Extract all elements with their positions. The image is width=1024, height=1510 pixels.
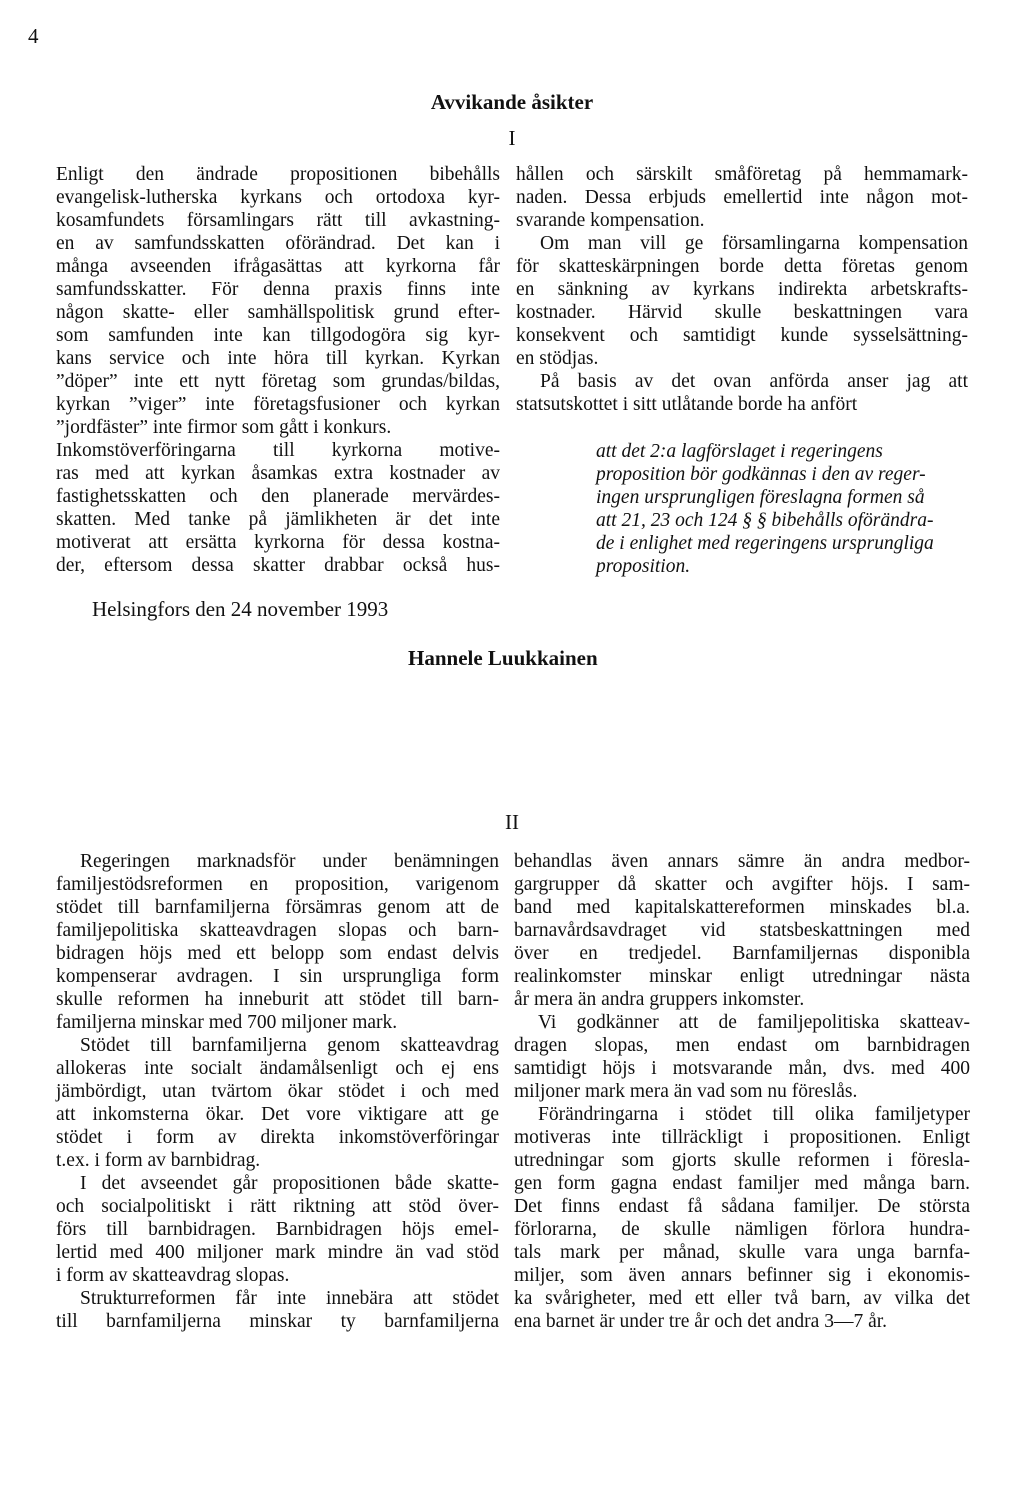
- text-line: der, eftersom dessa skatter drabbar också hus-: [56, 555, 500, 576]
- proposal-line: proposition.: [596, 556, 691, 577]
- part1-right-column: [516, 163, 968, 416]
- text-line: motiveras inte tillräckligt i propositionen. Enligt: [514, 1127, 970, 1148]
- text-line: kostnader. Härvid skulle beskattningen vara: [516, 302, 968, 323]
- text-line: fastighetsskatten och den planerade mervärdes-: [56, 486, 500, 507]
- text-line: någon skatte- eller samhällspolitisk grund efter-: [56, 302, 500, 323]
- text-line: kompenserar avdragen. I sin ursprungliga form: [56, 966, 499, 987]
- text-line: tals mark per månad, skulle vara unga barnfa-: [514, 1242, 970, 1263]
- text-line: allokeras inte socialt ändamålsenligt och ej ens: [56, 1058, 499, 1079]
- text-line: för skatteskärpningen borde detta företas genom: [516, 256, 968, 277]
- text-line: kosamfundets församlingars rätt till avkastning-: [56, 210, 500, 231]
- text-line: familjestödsreformen en proposition, varigenom: [56, 874, 499, 895]
- text-line: Strukturreformen får inte innebära att stödet: [80, 1288, 499, 1309]
- text-line: kans service och inte höra till kyrkan. Kyrkan: [56, 348, 500, 369]
- text-line: Om man vill ge församlingarna kompensation: [540, 233, 968, 254]
- section-title: Avvikande åsikter: [430, 90, 594, 114]
- text-line: och socialpolitiskt i rätt riktning att stöd över-: [56, 1196, 499, 1217]
- text-line: statsutskottet i sitt utlåtande borde ha anfört: [516, 394, 858, 415]
- text-line: konsekvent och samtidigt kunde sysselsättning-: [516, 325, 968, 346]
- text-line: gen form gagna endast familjer med många barn.: [514, 1173, 970, 1194]
- text-line: ena barnet är under tre år och det andra 3—7 år.: [514, 1311, 888, 1332]
- text-line: Stödet till barnfamiljerna genom skatteavdrag: [80, 1035, 499, 1056]
- part2-left-column: [56, 850, 499, 1333]
- signature: Hannele Luukkainen: [408, 646, 598, 670]
- text-line: bidragen höjs med ett belopp som endast delvis: [56, 943, 499, 964]
- text-line: t.ex. i form av barnbidrag.: [56, 1150, 261, 1171]
- text-line: miljer, som även annars befinner sig i ekonomis-: [514, 1265, 970, 1286]
- proposal-line: ingen ursprungligen föreslagna formen så: [596, 487, 925, 508]
- text-line: samtidigt höjs i motsvarande mån, dvs. med 400: [514, 1058, 970, 1079]
- text-line: en stödjas.: [516, 348, 599, 369]
- part-numeral: II: [505, 810, 519, 834]
- text-line: evangelisk-lutherska kyrkans och ortodoxa kyr-: [56, 187, 500, 208]
- text-line: Enligt den ändrade propositionen bibehålls: [56, 164, 500, 185]
- text-line: ka svårigheter, med ett eller två barn, av vilka det: [514, 1288, 970, 1309]
- text-line: ”jordfäster” inte firmor som gått i konkurs.: [56, 417, 392, 438]
- text-line: familjepolitiska skatteavdragen slopas och barn-: [56, 920, 499, 941]
- text-line: ”döper” inte ett nytt företag som grundas/bildas,: [56, 371, 500, 392]
- text-line: till barnfamiljerna minskar ty barnfamiljerna: [56, 1311, 499, 1332]
- text-line: många avseenden ifrågasättas att kyrkorna får: [56, 256, 500, 277]
- text-line: skatten. Med tanke på jämlikheten är det inte: [56, 509, 500, 530]
- text-line: motiverat att ersätta kyrkorna för dessa kostna-: [56, 532, 500, 553]
- text-line: förlorarna, de skulle nämligen förlora hundra-: [514, 1219, 970, 1240]
- text-line: realinkomster minskar enligt utredningar nästa: [514, 966, 970, 987]
- text-line: Inkomstöverföringarna till kyrkorna motive-: [56, 440, 500, 461]
- place-date: Helsingfors den 24 november 1993: [92, 597, 389, 621]
- text-line: miljoner mark mera än vad som nu föreslås.: [514, 1081, 858, 1102]
- text-line: i form av skatteavdrag slopas.: [56, 1265, 290, 1286]
- text-line: lertid med 400 miljoner mark mindre än vad stöd: [56, 1242, 499, 1263]
- text-line: förs till barnbidragen. Barnbidragen höjs emel-: [56, 1219, 499, 1240]
- text-line: barnavårdsavdraget vid statsbeskattningen med: [514, 920, 970, 941]
- text-line: Förändringarna i stödet till olika familjetyper: [538, 1104, 970, 1125]
- text-line: svarande kompensation.: [516, 210, 705, 231]
- text-line: dragen slopas, men endast om barnbidragen: [514, 1035, 970, 1056]
- proposal-text: [596, 440, 976, 578]
- text-line: över en tredjedel. Barnfamiljernas disponibla: [514, 943, 970, 964]
- page-number: 4: [28, 24, 39, 48]
- text-line: hållen och särskilt småföretag på hemmamark-: [516, 164, 968, 185]
- text-line: band med kapitalskattereformen minskades bl.a.: [514, 897, 970, 918]
- text-line: stödet i form av direkta inkomstöverföringar: [56, 1127, 499, 1148]
- proposal-line: att 21, 23 och 124 § § bibehålls oförändra-: [596, 510, 934, 531]
- text-line: skulle reformen ha inneburit att stödet till barn-: [56, 989, 499, 1010]
- text-line: behandlas även annars sämre än andra medbor-: [514, 851, 970, 872]
- text-line: ras med att kyrkan åsamkas extra kostnader av: [56, 463, 500, 484]
- text-line: utredningar som gjorts skulle reformen i föresla-: [514, 1150, 970, 1171]
- text-line: stödet till barnfamiljerna försämras genom att de: [56, 897, 499, 918]
- text-line: en sänkning av kyrkans indirekta arbetskrafts-: [516, 279, 968, 300]
- text-line: samfundsskatter. För denna praxis finns inte: [56, 279, 500, 300]
- text-line: Vi godkänner att de familjepolitiska skatteav-: [538, 1012, 970, 1033]
- text-line: att inkomsterna ökar. Det vore viktigare att ge: [56, 1104, 499, 1125]
- text-line: jämbördigt, utan tvärtom ökar stödet i och med: [56, 1081, 499, 1102]
- text-line: gargrupper då skatter och avgifter höjs. I sam-: [514, 874, 970, 895]
- text-line: Det finns endast få sådana familjer. De största: [514, 1196, 970, 1217]
- text-line: kyrkan ”viger” inte företagsfusioner och kyrkan: [56, 394, 500, 415]
- text-line: år mera än andra gruppers inkomster.: [514, 989, 805, 1010]
- part1-left-column: [56, 163, 500, 577]
- text-line: familjerna minskar med 700 miljoner mark.: [56, 1012, 398, 1033]
- text-line: På basis av det ovan anförda anser jag att: [540, 371, 968, 392]
- text-line: som samfunden inte kan tillgodogöra sig kyr-: [56, 325, 500, 346]
- part2-right-column: [514, 850, 970, 1333]
- proposal-line: proposition bör godkännas i den av reger-: [596, 464, 926, 485]
- part-numeral: I: [508, 126, 516, 150]
- text-line: en av samfundsskatten oförändrad. Det kan i: [56, 233, 500, 254]
- text-line: naden. Dessa erbjuds emellertid inte någon mot-: [516, 187, 968, 208]
- proposal-line: att det 2:a lagförslaget i regeringens: [596, 441, 883, 462]
- text-line: Regeringen marknadsför under benämningen: [80, 851, 499, 872]
- proposal-line: de i enlighet med regeringens ursprungliga: [596, 533, 934, 554]
- text-line: I det avseendet går propositionen både skatte-: [80, 1173, 499, 1194]
